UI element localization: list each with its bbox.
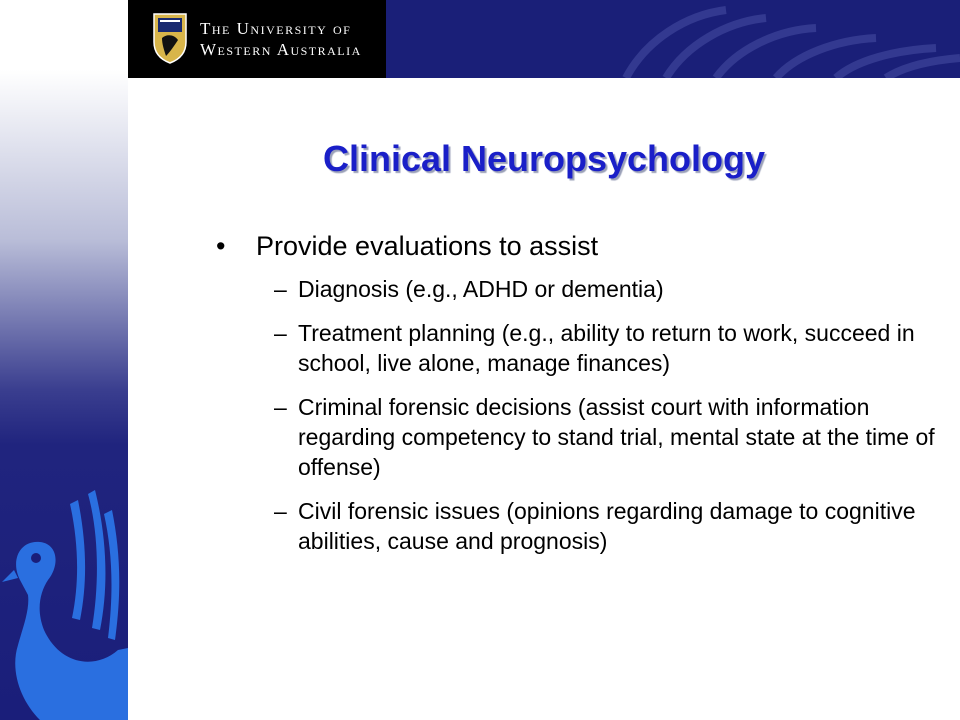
institution-line-1: The University of <box>200 19 352 38</box>
black-swan-emblem <box>0 470 128 720</box>
sub-bullet-text: Treatment planning (e.g., ability to return to work, succeed in school, live alone, manage finances) <box>298 320 915 376</box>
sub-bullet-list <box>216 274 936 556</box>
crest-icon <box>152 12 188 64</box>
university-logo <box>128 0 386 78</box>
left-sidebar-gradient <box>0 0 128 720</box>
swan-feather-1 <box>88 490 105 630</box>
dash-marker: – <box>274 394 287 420</box>
dash-marker: – <box>274 320 287 346</box>
sub-bullet-item <box>216 318 936 378</box>
swan-beak <box>2 570 18 582</box>
swan-feather-2 <box>104 510 119 640</box>
bullet-marker: • <box>216 231 226 261</box>
sub-bullet-item <box>216 274 936 304</box>
slide-title: Clinical Neuropsychology <box>322 138 766 179</box>
header-feather-decoration <box>386 0 960 78</box>
dash-marker: – <box>274 498 287 524</box>
swan-feather-3 <box>70 500 85 620</box>
main-bullet <box>216 228 936 264</box>
sub-bullet-text: Diagnosis (e.g., ADHD or dementia) <box>298 276 664 302</box>
sub-bullet-text: Criminal forensic decisions (assist court with information regarding competency to stand trial, mental state at the time of offense) <box>298 394 935 480</box>
sub-bullet-item <box>216 496 936 556</box>
institution-name <box>200 18 362 60</box>
sub-bullet-text: Civil forensic issues (opinions regarding damage to cognitive abilities, cause and prognosis) <box>298 498 916 554</box>
main-bullet-text: Provide evaluations to assist <box>256 231 599 261</box>
slide-content <box>216 228 936 570</box>
sub-bullet-item <box>216 392 936 482</box>
dash-marker: – <box>274 276 287 302</box>
swan-eye <box>31 553 41 563</box>
institution-line-2: Western Australia <box>200 40 362 59</box>
header-bar <box>128 0 960 78</box>
